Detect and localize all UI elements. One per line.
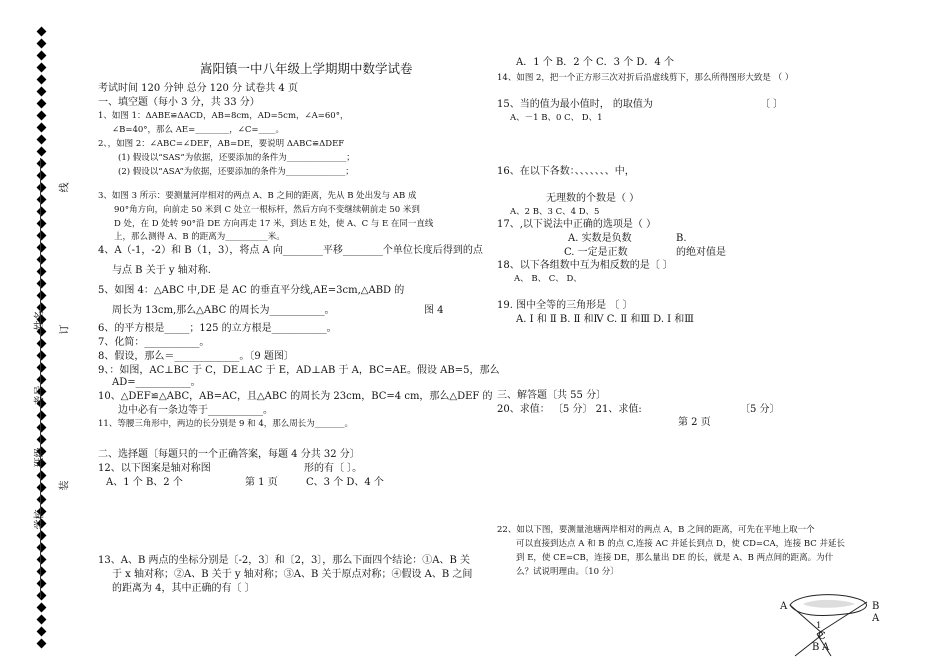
q22-line3: 到 E，使 CE=CB，连接 DE，那么量出 DE 的长，就是 A、B 两点间的距离。为什 <box>516 553 834 563</box>
binding-diamond <box>37 243 47 253</box>
q18-options: A、 B、 C、 D、 <box>514 274 582 284</box>
binding-diamond <box>37 543 47 553</box>
q13-line2: 于 x 轴对称；②A、B 关于 y 轴对称；③A、B 关于原点对称；④假设 A、B 之间 <box>112 569 473 580</box>
q17-option-b: B. <box>676 233 687 244</box>
binding-diamond <box>37 423 47 433</box>
q12-line1b: 形的有〔 〕。 <box>304 463 363 474</box>
binding-diamond <box>37 111 47 121</box>
q9-line1: 9、：如图，AC⊥BC 于 C，DE⊥AC 于 E，AD⊥AB 于 A，BC=AE。假设 AB=5，那么 <box>98 365 500 376</box>
q4-line1: 4、A（-1，-2）和 B（1，3），将点 A 向________平移________个单位长度后得到的点 <box>98 245 483 256</box>
binding-diamond <box>37 183 47 193</box>
fig-point-c: C <box>818 631 826 642</box>
q3-line1: 3、如图 3 所示：要测量河岸相对的两点 A、B 之间的距离，先从 B 处出发与 AB 成 <box>98 191 417 201</box>
binding-diamond <box>37 579 47 589</box>
q14: 14、如图 2，把一个正方形三次对折后沿虚线剪下，那么所得图形大致是 （ ） <box>497 73 794 83</box>
q17-option-a: A. 实数是负数 <box>568 233 632 244</box>
binding-diamond <box>37 279 47 289</box>
binding-diamond <box>37 351 47 361</box>
binding-diamond <box>37 171 47 181</box>
binding-diamond <box>37 339 47 349</box>
q2-line1: 2、，如图 2：∠ABC=∠DEF，AB=DE，要说明 ΔABC≌ΔDEF <box>98 139 345 149</box>
binding-diamond <box>37 603 47 613</box>
q1-line2: ∠B=40°，那么 AE=________，∠C=____。 <box>112 125 284 135</box>
q10-line2: 边中必有一条边等于___________。 <box>118 405 273 416</box>
q19: 19. 图中全等的三角形是 〔 〕 <box>497 300 633 311</box>
fig-angle-1: 1 <box>816 621 822 631</box>
binding-diamond <box>37 471 47 481</box>
binding-diamond <box>37 231 47 241</box>
section-1-heading: 一、填空题（每小 3 分，共 33 分） <box>98 97 260 108</box>
q2-line3: (2) 假设以“ASA”为依据，还要添加的条件为______________； <box>118 167 354 177</box>
binding-diamond <box>37 435 47 445</box>
q3-line2: 90°角方向，向前走 50 米到 C 处立一根标杆，然后方向不变继续朝前走 50 米到 <box>114 205 420 215</box>
q19-options: A. Ⅰ 和 Ⅱ B. Ⅱ 和Ⅳ C. Ⅱ 和Ⅲ D. Ⅰ 和Ⅲ <box>516 314 694 325</box>
q22-line1: 22、如以下图，要测量池塘两岸相对的两点 A，B 之间的距离，可先在平地上取一个 <box>497 525 815 535</box>
section-2-heading: 二、选择题〔每题只的一个正确答案，每题 4 分共 32 分〕 <box>98 449 360 460</box>
q8: 8、假设，那么＝_____________。〔9 题图〕 <box>98 351 294 362</box>
q22-line4: 么？试说明理由。〔10 分〕 <box>516 567 619 577</box>
q13-line1: 13、A、B 两点的坐标分别是〔-2，3〕和〔2，3〕，那么下面四个结论：①A、B 关 <box>98 555 471 566</box>
fig-point-b: B <box>872 601 880 612</box>
mark-xian: 线 <box>59 182 71 193</box>
page-2-number: 第 2 页 <box>678 417 711 428</box>
q5-line1: 5、如图 4：△ABC 中,DE 是 AC 的垂直平分线,AE=3cm,△ABD 的 <box>98 285 405 296</box>
binding-diamond <box>37 555 47 565</box>
q1-line1: 1、如图 1：ΔABE≌ΔACD，AB=8cm，AD=5cm，∠A=60°， <box>98 111 349 121</box>
binding-diamond <box>37 531 47 541</box>
q16-options: A、2 B、3 C、4 D、5 <box>510 207 600 217</box>
q5-line2: 周长为 13cm,那么△ABC 的周长为___________。 <box>112 305 335 316</box>
q12-line1: 12、以下图案是轴对称图 <box>98 463 211 474</box>
binding-diamond <box>37 363 47 373</box>
binding-diamond <box>37 267 47 277</box>
fig-point-a2: A <box>872 613 880 624</box>
label-school: 学校 <box>34 509 46 530</box>
q12-options-ab: A、1 个 B、2 个 <box>106 477 183 488</box>
binding-diamond <box>37 135 47 145</box>
q17-option-c: C. 一定是正数 <box>564 247 628 258</box>
binding-diamond <box>37 483 47 493</box>
q16-line2: 无理数的个数是（ ） <box>546 193 640 204</box>
binding-diamond <box>37 75 47 85</box>
binding-diamond <box>37 123 47 133</box>
binding-diamond <box>37 639 47 649</box>
q17: 17、,以下说法中正确的选项是（ ） <box>497 219 657 230</box>
binding-diamond <box>37 255 47 265</box>
binding-diamond <box>37 219 47 229</box>
label-exam-no: 考号 <box>34 385 46 406</box>
q12-options-cd: C、3 个 D、4 个 <box>306 477 384 488</box>
q15-paren: 〔 〕 <box>760 99 784 110</box>
binding-line <box>40 158 41 598</box>
q15-options: A、－1 B、0 C、 D、1 <box>510 113 603 123</box>
fig-point-b2: B <box>812 642 820 653</box>
binding-diamond <box>37 195 47 205</box>
binding-diamond <box>37 51 47 61</box>
q22-line2: 可以直接到达点 A 和 B 的点 C,连接 AC 并延长到点 D，使 CD=CA，连接 BC 并延长 <box>516 539 845 549</box>
binding-diamond <box>37 147 47 157</box>
q13-options: A．1 个 B．2 个 C．3 个 D．4 个 <box>516 57 674 68</box>
q20-q21: 20、求值： 〔5 分〕 21、求值: <box>497 404 642 415</box>
q4-line2: 与点 B 关于 y 轴对称. <box>112 265 211 276</box>
q15: 15、当的值为最小值时， 的取值为 <box>497 99 653 110</box>
binding-diamond <box>37 291 47 301</box>
binding-diamond <box>37 159 47 169</box>
mark-zhuang: 装 <box>59 480 71 491</box>
figure-4-caption: 图 4 <box>424 305 444 316</box>
fig-point-a3: A <box>822 642 830 653</box>
q7: 7、化简：___________。 <box>98 337 210 348</box>
binding-diamond <box>37 627 47 637</box>
q11: 11、等腰三角形中，两边的长分别是 9 和 4，那么周长为_______。 <box>98 419 353 429</box>
q16: 16、在以下各数：、、、、、、、中， <box>497 166 635 177</box>
label-class: 班级 <box>34 447 46 468</box>
q10-line1: 10、△DEF≌△ABC，AB=AC，且△ABC 的周长为 23cm，BC=4 cm，那么△DEF 的 <box>98 391 493 402</box>
binding-diamond <box>37 567 47 577</box>
label-name: 姓名 <box>34 310 46 331</box>
section-3-heading: 三、解答题〔共 55 分〕 <box>497 390 607 401</box>
binding-diamond <box>37 39 47 49</box>
q13-line3: 的距离为 4，其中正确的有〔 〕 <box>112 583 255 594</box>
q21-score: 〔5 分〕 <box>740 404 780 415</box>
q18: 18、以下各组数中互为相反数的是〔 〕 <box>497 260 673 271</box>
q9-line2: AD=___________。 <box>112 377 201 388</box>
binding-diamond <box>37 495 47 505</box>
exam-meta: 考试时间 120 分钟 总分 120 分 试卷共 4 页 <box>98 83 298 94</box>
binding-diamond <box>37 375 47 385</box>
pond-diagram <box>775 590 885 658</box>
q17-option-d: 的绝对值是 <box>676 247 726 258</box>
exam-title: 嵩阳镇一中八年级上学期期中数学试卷 <box>200 61 413 76</box>
binding-diamond <box>37 87 47 97</box>
binding-diamond <box>37 615 47 625</box>
binding-diamond <box>37 63 47 73</box>
binding-diamond <box>37 207 47 217</box>
binding-diamond <box>37 27 47 37</box>
q3-line4: 上，那么测得 A、B 的距离为__________米。 <box>114 232 285 242</box>
q3-line3: D 处，在 D 处转 90°沿 DE 方向再走 17 米，到达 E 处，使 A、C 与 E 在同一直线 <box>114 219 434 229</box>
q2-line2: (1) 假设以“SAS”为依据，还要添加的条件为______________； <box>118 153 355 163</box>
binding-diamond <box>37 411 47 421</box>
page-1-number: 第 1 页 <box>245 477 278 488</box>
mark-ding: 订 <box>59 324 71 335</box>
q6: 6、的平方根是_____；125 的立方根是___________。 <box>98 323 337 334</box>
fig-point-a: A <box>780 601 788 612</box>
binding-diamond <box>37 99 47 109</box>
binding-diamond <box>37 591 47 601</box>
